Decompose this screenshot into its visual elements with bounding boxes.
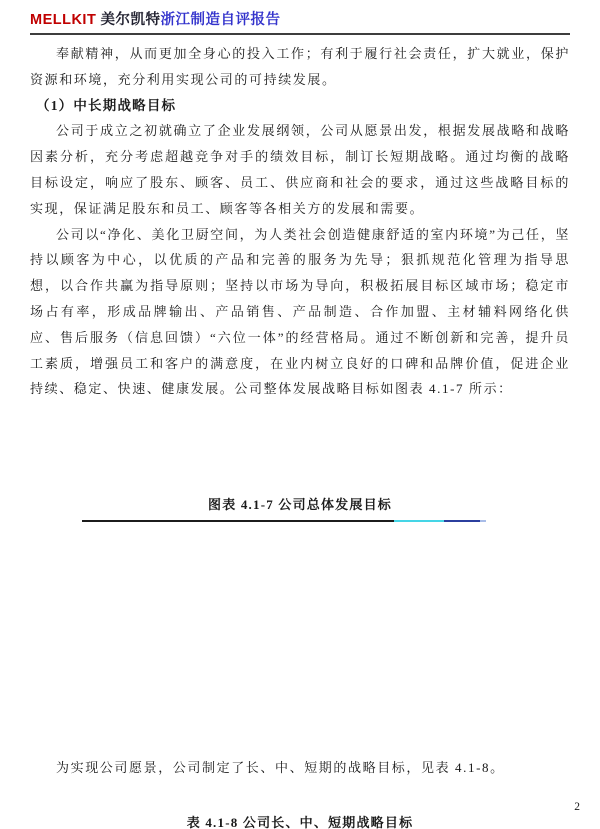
line-segment-blue [444, 520, 480, 522]
line-segment-tail [480, 520, 486, 522]
body-paragraph-2: 公司于成立之初就确立了企业发展纲领，公司从愿景出发，根据发展战略和战略因素分析，充分考虑超越竞争对手的绩效目标，制订长短期战略。通过均衡的战略目标设定，响应了股东、顾客、员工、供应商和社会的要求，通过这些战略目标的实现，保证满足股东和员工、顾客等各相关方的发展和需要。 [30, 123, 570, 216]
body-paragraph-1: 奉献精神，从而更加全身心的投入工作；有利于履行社会责任，扩大就业，保护资源和环境，充分利用实现公司的可持续发展。 [30, 46, 570, 87]
line-segment-black [82, 520, 394, 522]
report-header [30, 8, 570, 35]
section-heading-midlong-term: （1）中长期战略目标 [36, 97, 177, 113]
line-segment-cyan [394, 520, 444, 522]
brand-name-cn: 美尔凯特 [96, 12, 161, 28]
figure-caption-4-1-7: 图表 4.1-7 公司总体发展目标 [208, 497, 392, 513]
table-caption-4-1-8: 表 4.1-8 公司长、中、短期战略目标 [186, 814, 414, 829]
report-title: 浙江制造自评报告 [160, 12, 281, 28]
body-paragraph-3: 公司以“净化、美化卫厨空间，为人类社会创造健康舒适的室内环境”为己任，坚持以顾客为中心，以优质的产品和完善的服务为先导；狠抓规范化管理为指导思想，以合作共赢为指导原则；坚持以市场为导向，积极拓展目标区域市场；稳定市场占有率，形成品牌输出、产品销售、产品制造、合作加盟、主材辅料网络化供应、售后服务（信息回馈）“六位一体”的经营格局。通过不断创新和完善，提升员工素质，增强员工和客户的满意度，在业内树立良好的口碑和品牌价值，促进企业持续、稳定、快速、健康发展。公司整体发展战略目标如图表 4.1-7 所示： [30, 226, 570, 397]
document-body [30, 41, 570, 402]
page-number: 2 [574, 801, 580, 813]
brand-name-en: MELLKIT [30, 12, 97, 28]
body-paragraph-4: 为实现公司愿景，公司制定了长、中、短期的战略目标，见表 4.1-8。 [56, 760, 505, 776]
figure-decorative-line [82, 520, 486, 522]
